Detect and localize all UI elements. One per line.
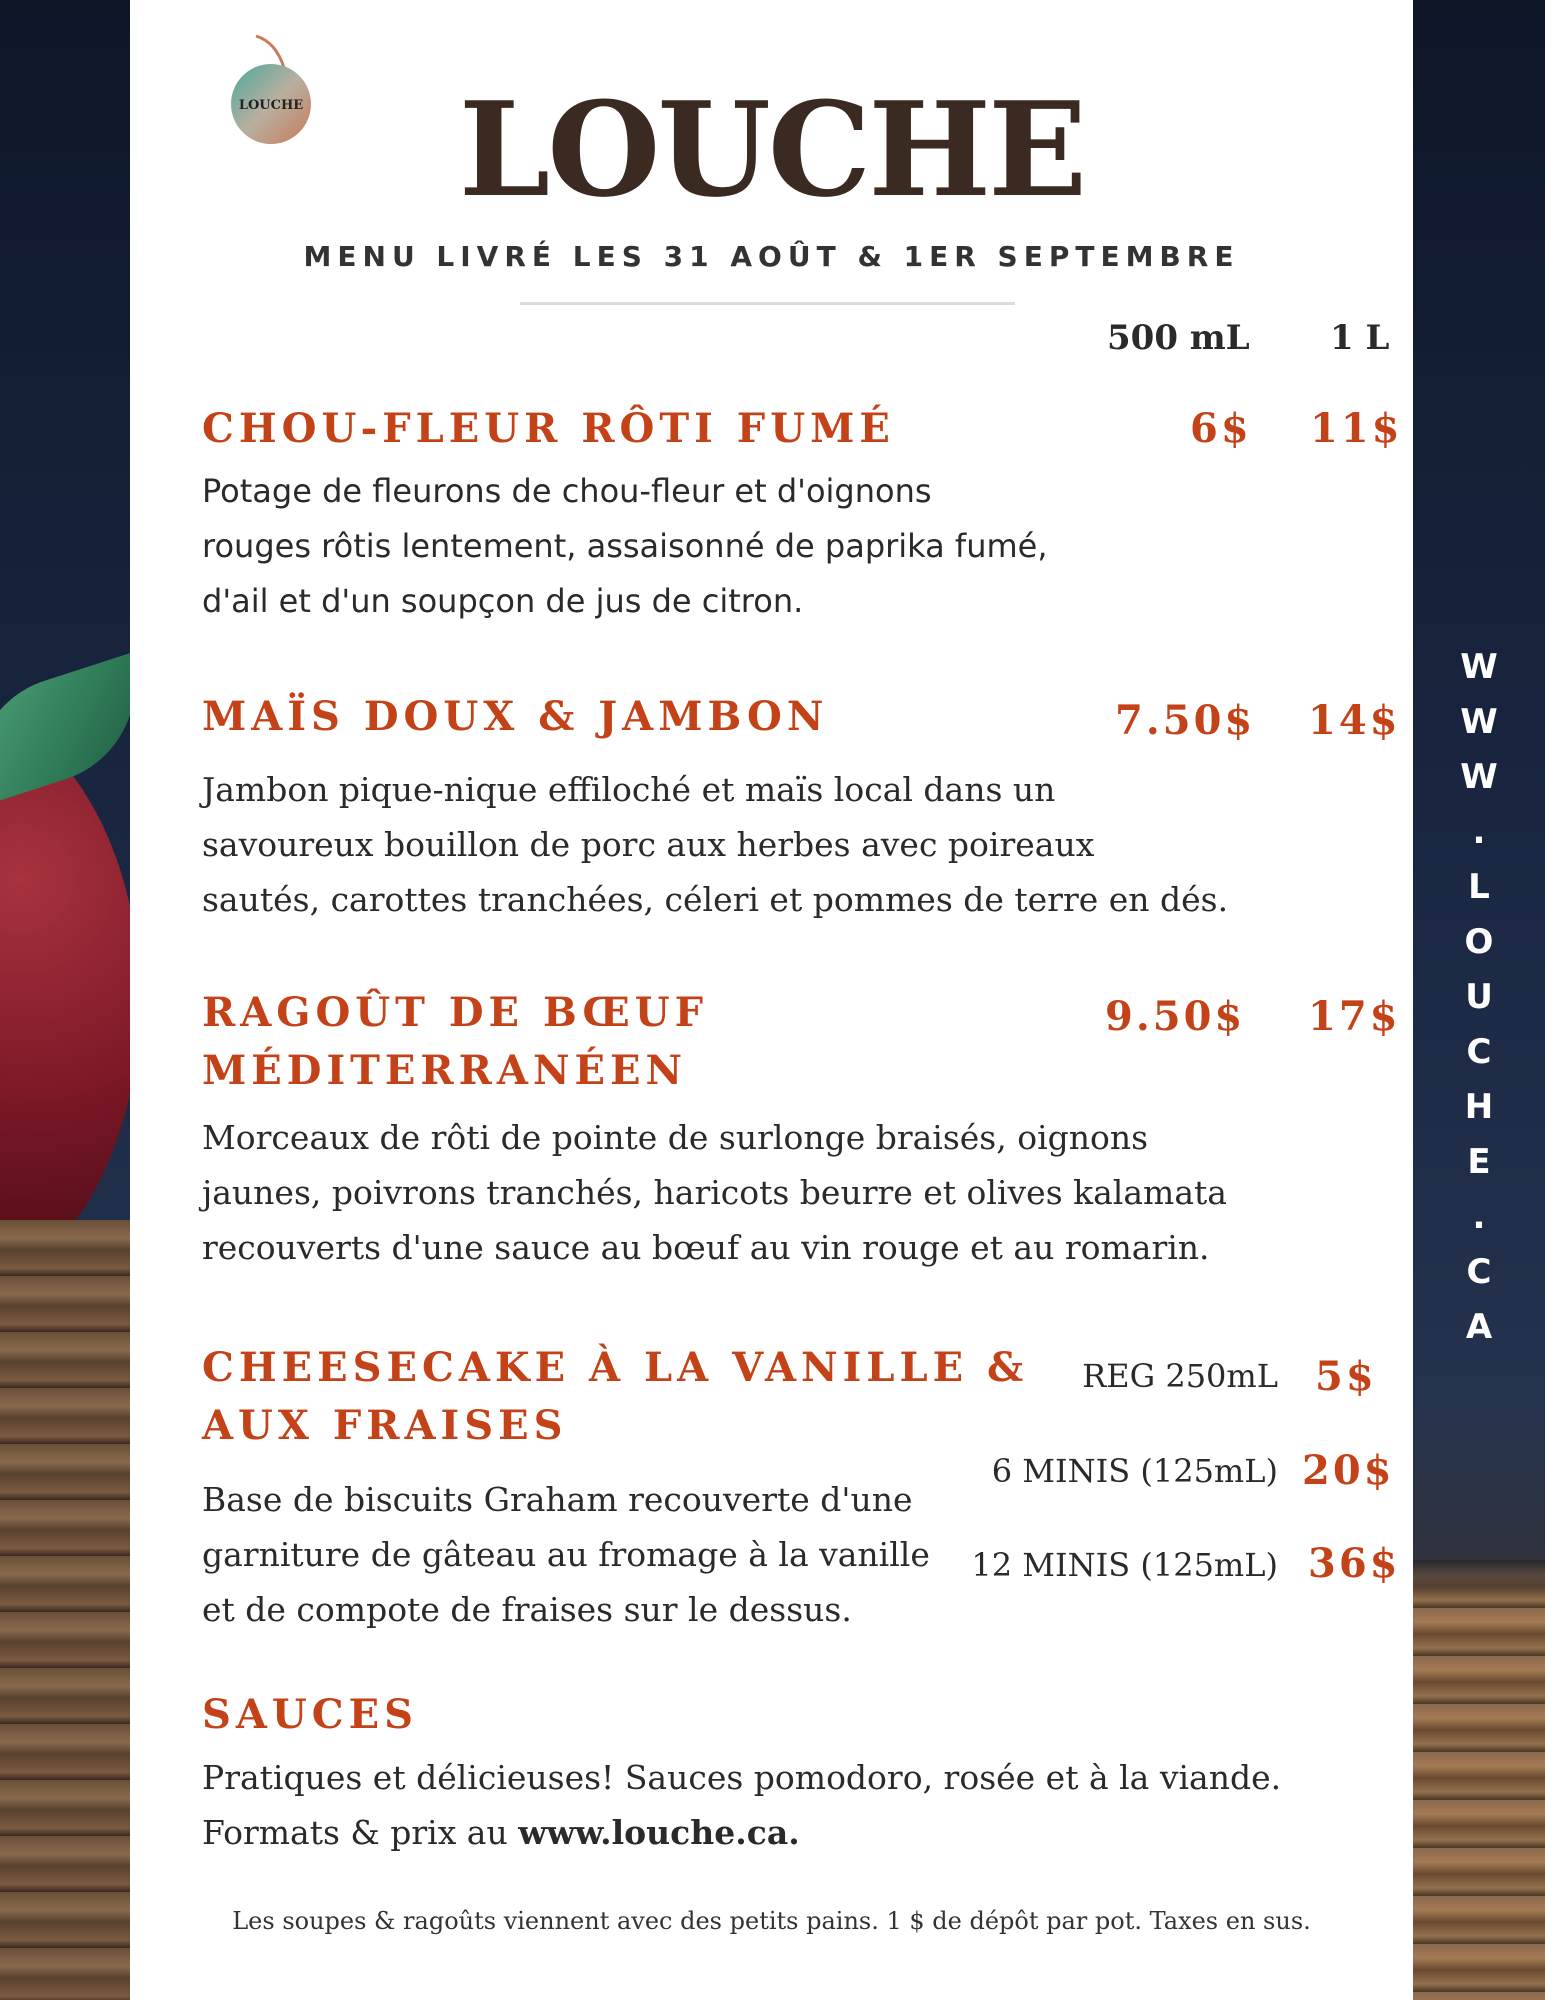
description-line: d'ail et d'un soupçon de jus de citron. bbox=[202, 582, 804, 620]
url-letter: H bbox=[1464, 1087, 1494, 1127]
description-line: jaunes, poivrons tranchés, haricots beurre et olives kalamata bbox=[202, 1173, 1227, 1212]
size-option-price: 5$ bbox=[1315, 1353, 1377, 1400]
description-line: rouges rôtis lentement, assaisonné de paprika fumé, bbox=[202, 527, 1048, 565]
menu-subtitle: MENU LIVRÉ LES 31 AOÛT & 1ER SEPTEMBRE bbox=[303, 240, 1240, 273]
size-option-price: 36$ bbox=[1308, 1540, 1401, 1587]
item-title-line: AUX FRAISES bbox=[202, 1402, 568, 1449]
description-line: sautés, carottes tranchées, céleri et pommes de terre en dés. bbox=[202, 880, 1229, 919]
footer-note: Les soupes & ragoûts viennent avec des petits pains. 1 $ de dépôt par pot. Taxes en sus. bbox=[232, 1907, 1311, 1935]
section-title-sauces: SAUCES bbox=[202, 1691, 419, 1738]
price-large: 17$ bbox=[1308, 993, 1401, 1040]
price-large: 11$ bbox=[1310, 405, 1403, 452]
website-link[interactable]: www.louche.ca. bbox=[518, 1813, 800, 1852]
url-letter: C bbox=[1466, 1252, 1492, 1292]
description-line bbox=[202, 1805, 1281, 1860]
url-letter: W bbox=[1460, 647, 1498, 687]
url-letter: E bbox=[1467, 1142, 1491, 1182]
url-letter: C bbox=[1466, 1032, 1492, 1072]
description-line: savoureux bouillon de porc aux herbes avec poireaux bbox=[202, 825, 1095, 864]
item-description bbox=[202, 1110, 1227, 1275]
url-letter: W bbox=[1460, 757, 1498, 797]
item-title-chou-fleur: CHOU-FLEUR RÔTI FUMÉ bbox=[202, 405, 895, 452]
logo-text: LOUCHE bbox=[238, 98, 304, 113]
description-line: Jambon pique-nique effiloché et maïs local dans un bbox=[202, 770, 1056, 809]
item-title-line: MÉDITERRANÉEN bbox=[202, 1047, 688, 1094]
description-line: Pratiques et délicieuses! Sauces pomodoro, rosée et à la viande. bbox=[202, 1758, 1282, 1797]
restaurant-title: LOUCHE bbox=[458, 73, 1085, 226]
url-letter: U bbox=[1465, 977, 1493, 1017]
description-line: garniture de gâteau au fromage à la vanille bbox=[202, 1535, 930, 1574]
size-option-label: REG 250mL bbox=[1082, 1357, 1278, 1395]
item-description bbox=[202, 762, 1228, 927]
description-line: Base de biscuits Graham recouverte d'une bbox=[202, 1480, 913, 1519]
divider bbox=[520, 302, 1015, 305]
price-small: 6$ bbox=[1190, 405, 1252, 452]
vertical-website-url bbox=[1413, 640, 1545, 1355]
url-letter: . bbox=[1472, 812, 1486, 852]
size-option-label: 12 MINIS (125mL) bbox=[971, 1546, 1278, 1584]
price-large: 14$ bbox=[1308, 697, 1401, 744]
item-title-line: CHEESECAKE À LA VANILLE & bbox=[202, 1344, 1029, 1391]
item-title-cheesecake bbox=[202, 1339, 1028, 1455]
size-option-label: 6 MINIS (125mL) bbox=[991, 1452, 1278, 1490]
price-small: 7.50$ bbox=[1115, 697, 1256, 744]
column-header-1l: 1 L bbox=[1330, 318, 1390, 358]
item-description bbox=[202, 1472, 930, 1637]
books-image bbox=[0, 1220, 130, 2000]
description-line: Morceaux de rôti de pointe de surlonge braisés, oignons bbox=[202, 1118, 1149, 1157]
sauces-description bbox=[202, 1750, 1281, 1860]
column-header-500ml: 500 mL bbox=[1107, 318, 1250, 358]
item-title-mais-jambon: MAÏS DOUX & JAMBON bbox=[202, 693, 829, 740]
description-text: Formats & prix au bbox=[202, 1813, 519, 1852]
description-line: Potage de fleurons de chou-fleur et d'oignons bbox=[202, 472, 932, 510]
item-title-ragout-boeuf bbox=[202, 984, 708, 1100]
menu-page bbox=[130, 0, 1413, 2000]
item-description bbox=[202, 464, 1048, 629]
price-small: 9.50$ bbox=[1105, 993, 1246, 1040]
url-letter: O bbox=[1464, 922, 1494, 962]
background-photo-left bbox=[0, 0, 130, 2000]
item-title-line: RAGOÛT DE BŒUF bbox=[202, 989, 708, 1036]
size-option-price: 20$ bbox=[1302, 1447, 1395, 1494]
description-line: recouverts d'une sauce au bœuf au vin rouge et au romarin. bbox=[202, 1228, 1210, 1267]
url-letter: A bbox=[1465, 1307, 1493, 1347]
description-line: et de compote de fraises sur le dessus. bbox=[202, 1590, 852, 1629]
url-letter: W bbox=[1460, 702, 1498, 742]
table-image bbox=[1413, 1560, 1545, 2000]
url-letter: L bbox=[1468, 867, 1490, 907]
url-letter: . bbox=[1472, 1197, 1486, 1237]
